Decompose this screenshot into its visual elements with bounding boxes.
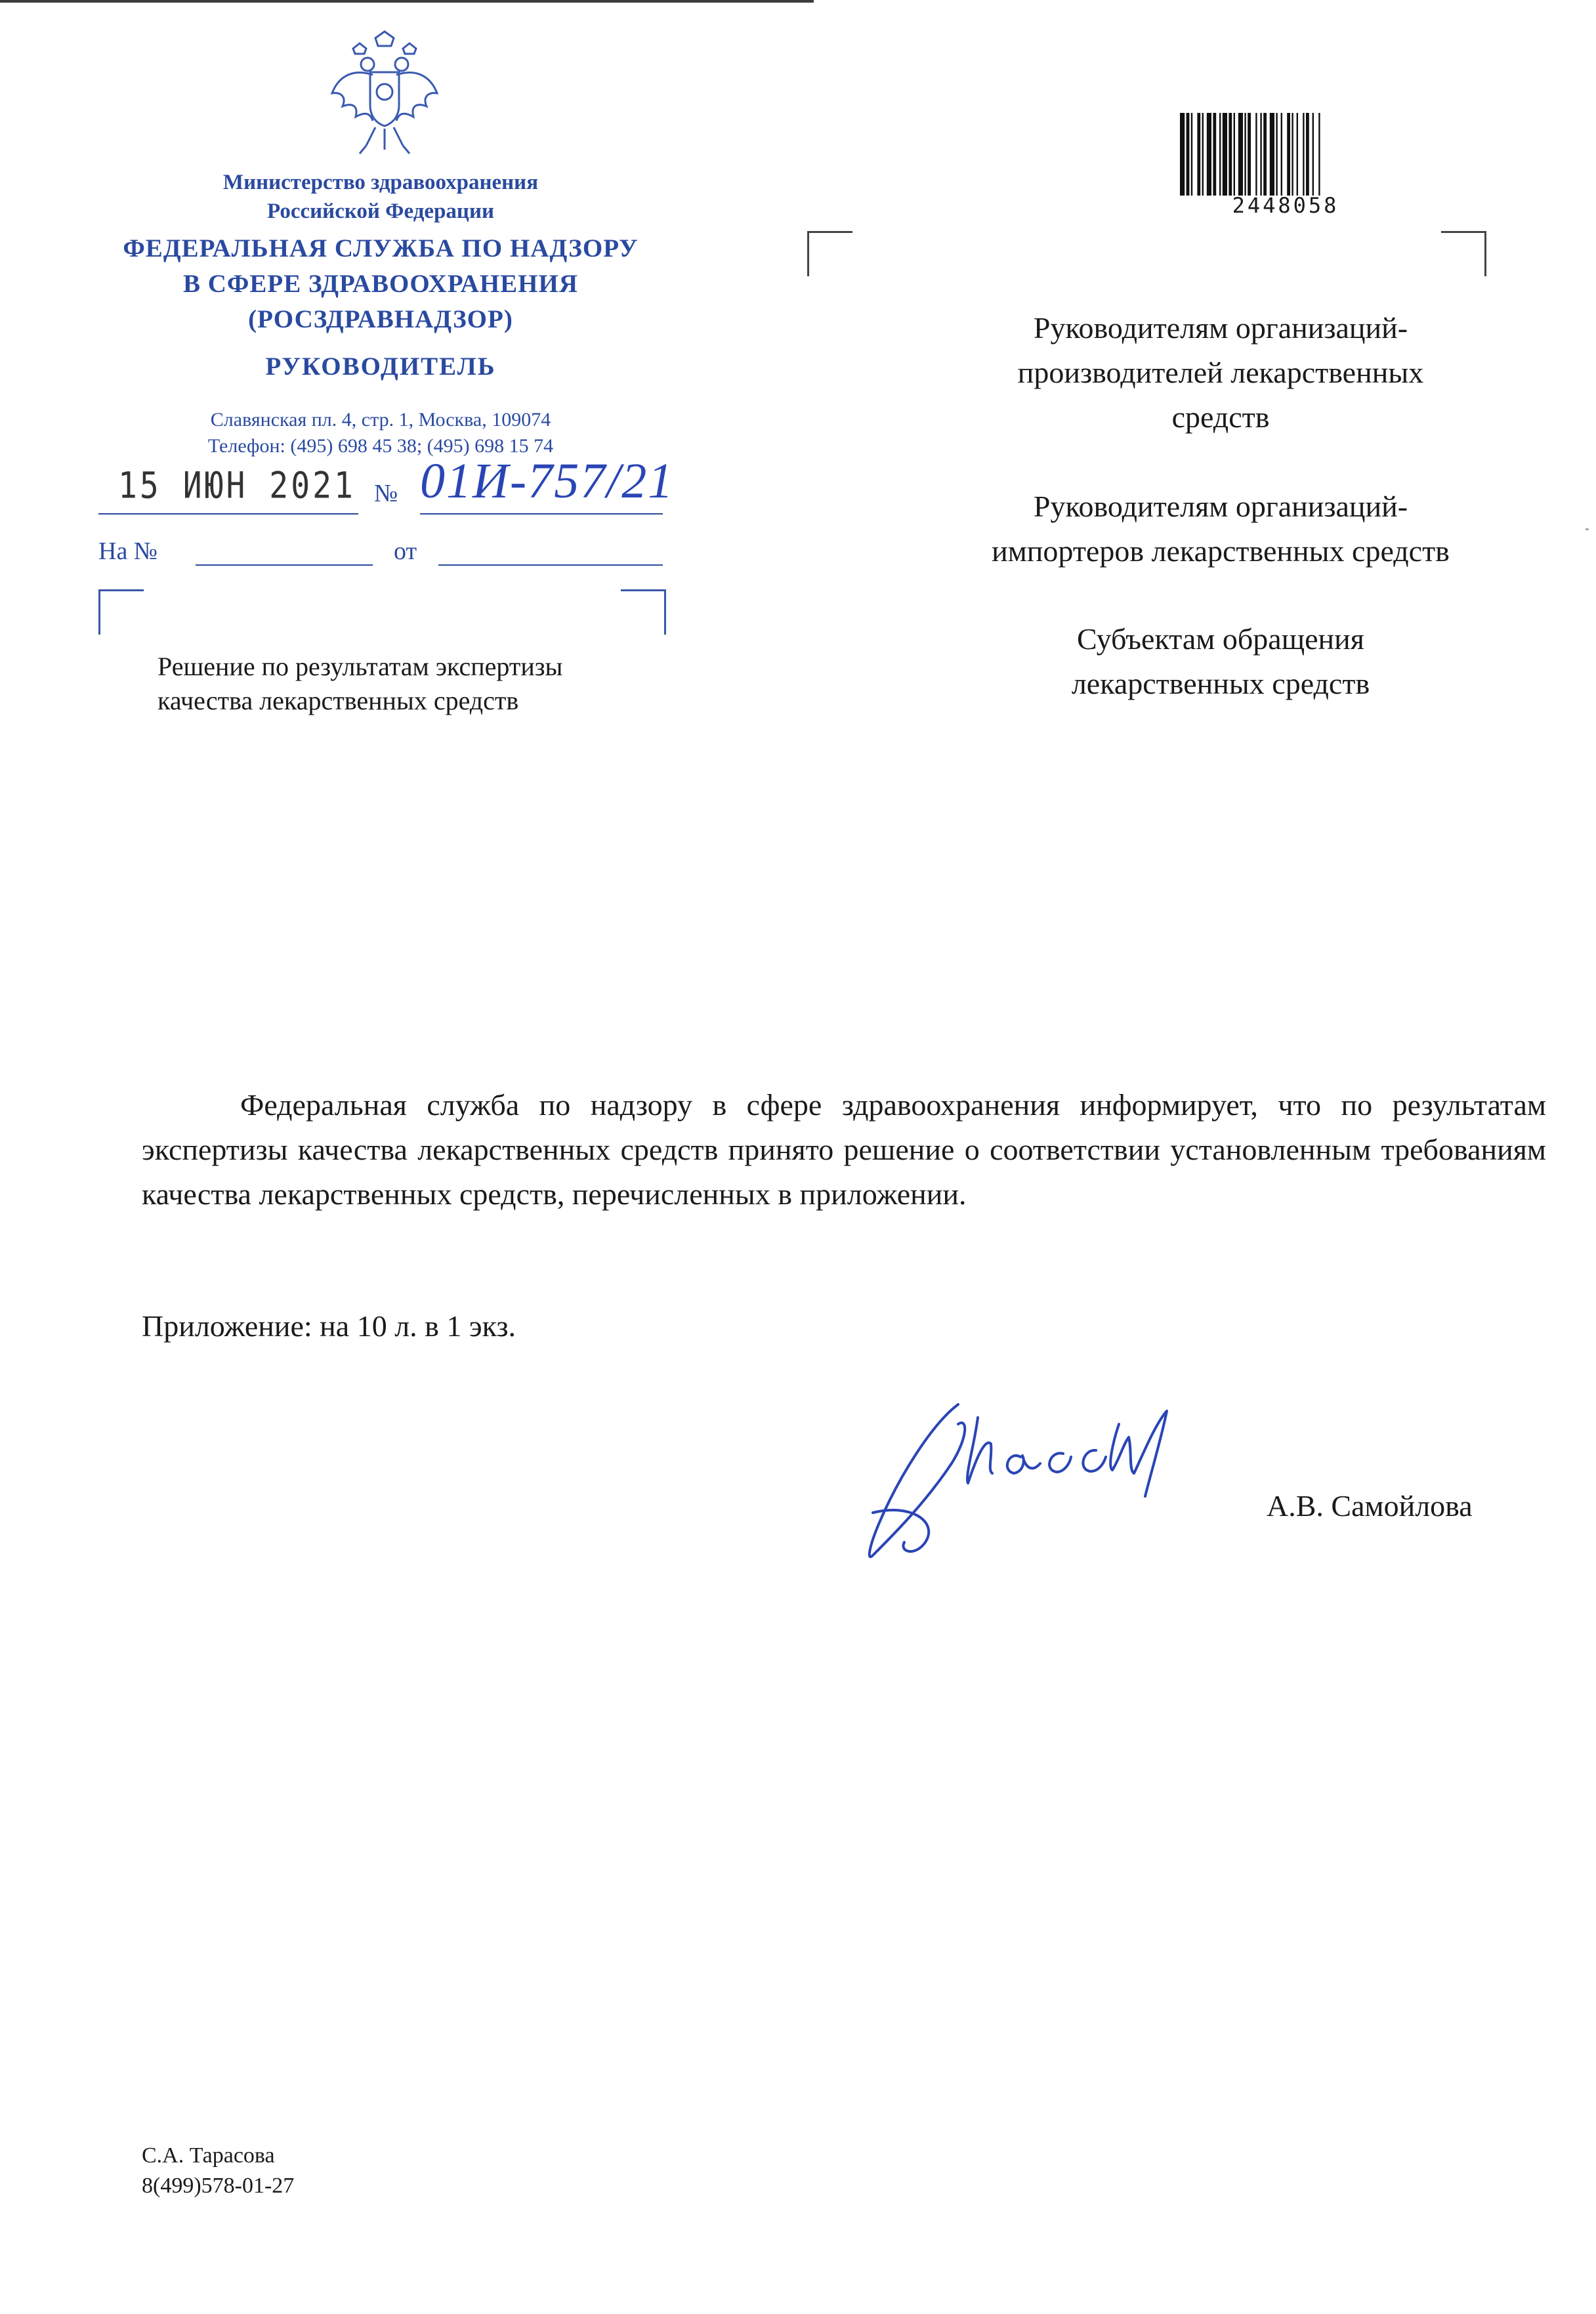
appendix-note: Приложение: на 10 л. в 1 экз. (142, 1309, 516, 1343)
body-paragraph: Федеральная служба по надзору в сфере здравоохранения информирует, что по результатам экспертизы качества лекарственных средств принято решение о соответствии установленным требованиям качества лекарственных средств, перечисленных в приложении. (142, 1088, 1546, 1211)
barcode-bar (1248, 113, 1251, 196)
address: Славянская пл. 4, стр. 1, Москва, 109074 (210, 409, 551, 431)
recipient-manufacturers (899, 306, 1542, 440)
address-corner-left (807, 231, 852, 276)
barcode-bar (1202, 113, 1204, 196)
phone: Телефон: (495) 698 45 38; (495) 698 15 74 (207, 435, 554, 457)
barcode-bar (1244, 113, 1246, 196)
ref-number-line (196, 564, 373, 566)
barcode-bar (1223, 113, 1227, 196)
recipient-3-line-2: лекарственных средств (1071, 667, 1370, 700)
subject-line-2: качества лекарственных средств (158, 686, 519, 715)
barcode-bar (1260, 113, 1261, 196)
recipient-1-line-1: Руководителям организаций- (1033, 311, 1408, 345)
registration-number: 01И-757/21 (420, 453, 675, 509)
barcode-bar (1207, 113, 1211, 196)
barcode-bar (1255, 113, 1257, 196)
recipient-3-line-1: Субъектам обращения (1077, 622, 1364, 656)
barcode-bar (1186, 113, 1190, 196)
barcode-bar (1318, 113, 1320, 196)
barcode-bar (1234, 113, 1235, 196)
executor-name: С.А. Тарасова (142, 2143, 275, 2168)
ref-from-label: от (394, 537, 417, 565)
scan-edge (0, 0, 814, 3)
recipient-1-line-3: средств (1171, 400, 1270, 434)
barcode-bar (1219, 113, 1221, 196)
coat-of-arms-icon (327, 29, 442, 158)
contact-block (92, 407, 669, 459)
barcode-bar (1297, 113, 1298, 196)
barcode-bar (1213, 113, 1216, 196)
barcode (1180, 113, 1391, 196)
barcode-bar (1197, 113, 1200, 196)
head-title: РУКОВОДИТЕЛЬ (265, 352, 496, 381)
barcode-bar (1191, 113, 1192, 196)
ministry-name (92, 168, 669, 226)
ref-label: На № (98, 537, 158, 565)
barcode-bar (1180, 113, 1185, 196)
date-line (98, 513, 358, 515)
barcode-bar (1276, 113, 1277, 196)
recipient-circulation-subjects (899, 617, 1542, 706)
number-label: № (374, 480, 398, 507)
barcode-bar (1238, 113, 1243, 196)
barcode-bar (1270, 113, 1274, 196)
barcode-number: 2448058 (1232, 193, 1339, 218)
ministry-line-1: Министерство здравоохранения (222, 171, 539, 194)
recipient-2-line-1: Руководителям организаций- (1033, 490, 1408, 523)
barcode-bar (1303, 113, 1304, 196)
subject-corner-left (98, 589, 144, 635)
barcode-bar (1263, 113, 1267, 196)
date-stamp: 15 ИЮН 2021 (118, 464, 356, 507)
ministry-line-2: Российской Федерации (267, 200, 494, 223)
service-line-2: В СФЕРЕ ЗДРАВООХРАНЕНИЯ (182, 270, 579, 298)
barcode-bar (1306, 113, 1309, 196)
scan-mark (1586, 528, 1589, 530)
barcode-bar (1228, 113, 1232, 196)
barcode-bar (1292, 113, 1293, 196)
number-line (420, 513, 663, 515)
ref-date-line (438, 564, 663, 566)
handwritten-signature (853, 1345, 1221, 1568)
recipient-1-line-2: производителей лекарственных (1017, 356, 1424, 389)
barcode-bar (1281, 113, 1282, 196)
executor-phone: 8(499)578-01-27 (142, 2174, 295, 2198)
barcode-bar (1312, 113, 1314, 196)
recipient-2-line-2: импортеров лекарственных средств (992, 534, 1450, 568)
signer-name: А.В. Самойлова (1267, 1489, 1473, 1523)
subject-corner-right (621, 589, 666, 635)
subject-block (158, 650, 735, 718)
service-line-1: ФЕДЕРАЛЬНАЯ СЛУЖБА ПО НАДЗОРУ (123, 234, 639, 263)
subject-line-1: Решение по результатам экспертизы (158, 652, 563, 681)
address-corner-right (1441, 231, 1486, 276)
recipient-importers (899, 484, 1542, 574)
executor-block (142, 2141, 294, 2201)
barcode-bar (1287, 113, 1290, 196)
service-line-3: (РОСЗДРАВНАДЗОР) (248, 305, 513, 333)
service-name (92, 231, 669, 337)
